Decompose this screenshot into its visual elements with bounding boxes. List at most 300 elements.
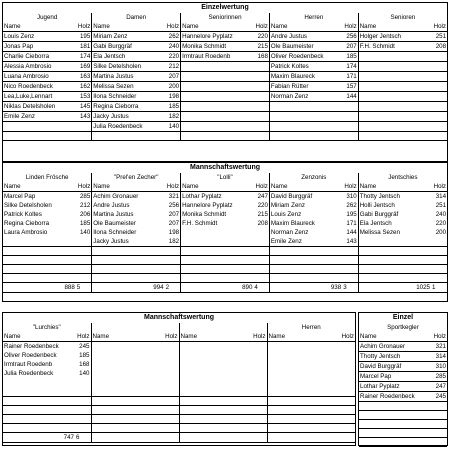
column-header-name: Name bbox=[3, 332, 75, 342]
player-score: 245 bbox=[429, 392, 447, 402]
column-header-name: Name bbox=[179, 332, 251, 342]
empty-cell bbox=[91, 432, 163, 442]
mannschaftswertung-title: Mannschaftswertung bbox=[189, 164, 260, 171]
table-row bbox=[3, 42, 447, 52]
player-name bbox=[3, 122, 76, 132]
player-score: 200 bbox=[435, 229, 447, 236]
player-score bbox=[342, 102, 358, 112]
player-name: Nico Roedenbeck bbox=[3, 82, 76, 92]
column-header-name: Name bbox=[359, 332, 429, 342]
player-score: 256 bbox=[168, 202, 180, 209]
player-score: 247 bbox=[257, 193, 268, 200]
player-name: Alessia Ambrosio bbox=[3, 62, 76, 72]
player-name: Holli Jentsch bbox=[358, 201, 431, 210]
player-name bbox=[358, 62, 431, 72]
player-score: 185 bbox=[342, 52, 358, 62]
empty-cell bbox=[181, 265, 254, 274]
player-name: Martina Justus bbox=[92, 72, 165, 82]
table-row bbox=[3, 228, 447, 237]
player-score: 220 bbox=[165, 52, 181, 62]
empty-cell bbox=[251, 432, 267, 442]
empty-cell bbox=[76, 265, 92, 274]
category-label: Senioren bbox=[358, 13, 447, 22]
empty-cell bbox=[165, 274, 181, 283]
empty-cell bbox=[429, 420, 447, 429]
player-score: 162 bbox=[76, 82, 92, 92]
empty-cell bbox=[91, 405, 163, 414]
player-name bbox=[181, 72, 254, 82]
empty-cell bbox=[75, 378, 91, 387]
empty-cell bbox=[3, 132, 76, 141]
empty-cell bbox=[91, 360, 163, 369]
empty-cell bbox=[339, 360, 355, 369]
player-score: 182 bbox=[165, 237, 181, 247]
empty-cell bbox=[91, 351, 163, 360]
player-name: Oliver Roedenbeck bbox=[269, 52, 342, 62]
column-header-name: Name bbox=[358, 182, 431, 192]
player-score: 198 bbox=[168, 229, 180, 236]
empty-cell bbox=[251, 423, 267, 432]
table-row bbox=[359, 382, 447, 392]
empty-cell bbox=[3, 423, 75, 432]
player-name bbox=[181, 237, 254, 247]
empty-cell bbox=[253, 247, 269, 256]
player-score: 207 bbox=[165, 72, 181, 82]
player-name: Emile Zenz bbox=[3, 112, 76, 122]
table-row bbox=[3, 32, 447, 42]
empty-cell bbox=[3, 387, 75, 396]
team-name: "Lolli" bbox=[181, 173, 270, 182]
player-name: Emile Zenz bbox=[269, 237, 342, 247]
player-score: 182 bbox=[165, 112, 181, 122]
player-score: 168 bbox=[253, 52, 269, 62]
player-name: Laura Ambrosio bbox=[4, 229, 48, 236]
player-name bbox=[358, 92, 431, 102]
empty-cell bbox=[179, 414, 251, 423]
team-total-holz: 888 bbox=[3, 283, 76, 293]
player-name: Marcel Pap bbox=[359, 372, 429, 382]
player-name bbox=[269, 102, 342, 112]
empty-cell bbox=[76, 256, 92, 265]
table-row bbox=[3, 62, 447, 72]
empty-cell bbox=[358, 132, 431, 141]
player-score bbox=[253, 228, 269, 237]
empty-cell bbox=[91, 369, 163, 378]
player-name: Miriam Zenz bbox=[269, 201, 342, 210]
player-name: Andre Justus bbox=[92, 201, 165, 210]
player-name bbox=[3, 237, 76, 247]
column-header-holz: Holz bbox=[253, 182, 269, 192]
empty-cell bbox=[267, 369, 339, 378]
empty-cell bbox=[92, 265, 165, 274]
player-name: Ela Jentsch bbox=[358, 219, 431, 228]
empty-cell bbox=[269, 247, 342, 256]
column-header-holz: Holz bbox=[342, 22, 358, 32]
sportkegler-subtitle: Sportkegler bbox=[387, 324, 419, 331]
player-score: 185 bbox=[79, 220, 91, 227]
player-name: Niklas Detelsholen bbox=[3, 102, 76, 112]
empty-cell bbox=[342, 256, 358, 265]
player-name bbox=[358, 72, 431, 82]
table-row bbox=[3, 82, 447, 92]
team-name bbox=[179, 323, 267, 332]
mannschaftswertung-2-table bbox=[3, 323, 355, 443]
player-score: 168 bbox=[79, 361, 90, 368]
empty-cell bbox=[163, 342, 179, 352]
table-row bbox=[3, 192, 447, 202]
table-row bbox=[3, 351, 355, 360]
empty-cell bbox=[3, 378, 75, 387]
empty-cell bbox=[76, 247, 92, 256]
empty-cell bbox=[342, 274, 358, 283]
team-name: "Prel'en Zecher" bbox=[92, 173, 181, 182]
player-score: 171 bbox=[342, 72, 358, 82]
player-name: Rainer Roedenbeck bbox=[4, 343, 59, 350]
player-name bbox=[269, 122, 342, 132]
player-score: 262 bbox=[165, 32, 181, 42]
mannschaftswertung-2-section bbox=[2, 312, 356, 446]
empty-cell bbox=[163, 396, 179, 405]
player-name: Ole Baumeister bbox=[269, 42, 342, 52]
player-score bbox=[431, 82, 447, 92]
player-score: 215 bbox=[257, 211, 268, 218]
column-header-holz: Holz bbox=[163, 332, 179, 342]
player-name: Fabian Rütter bbox=[269, 82, 342, 92]
player-score: 285 bbox=[79, 193, 91, 200]
player-score bbox=[253, 92, 269, 102]
empty-cell bbox=[75, 396, 91, 405]
player-name: Holger Jentsch bbox=[358, 32, 431, 42]
empty-cell bbox=[163, 369, 179, 378]
empty-cell bbox=[253, 274, 269, 283]
player-name: Thotty Jentsch bbox=[359, 352, 429, 362]
empty-cell bbox=[179, 360, 251, 369]
empty-cell bbox=[75, 387, 91, 396]
player-score bbox=[253, 82, 269, 92]
empty-cell bbox=[251, 396, 267, 405]
table-row bbox=[359, 362, 447, 372]
empty-cell bbox=[342, 265, 358, 274]
table-row bbox=[359, 392, 447, 402]
player-score: 208 bbox=[431, 42, 447, 52]
empty-cell bbox=[165, 256, 181, 265]
empty-cell bbox=[339, 396, 355, 405]
player-score: 144 bbox=[342, 92, 358, 102]
empty-cell bbox=[92, 247, 165, 256]
player-name: Ilona Schneider bbox=[92, 92, 165, 102]
empty-cell bbox=[339, 378, 355, 387]
column-header-holz: Holz bbox=[431, 182, 447, 192]
column-header-holz: Holz bbox=[339, 332, 355, 342]
player-name: Norman Zenz bbox=[269, 228, 342, 237]
empty-cell bbox=[251, 360, 267, 369]
player-name: F.H. Schmidt bbox=[358, 42, 431, 52]
empty-cell bbox=[431, 256, 447, 265]
team-rank: 4 bbox=[253, 283, 269, 293]
player-score: 245 bbox=[79, 343, 90, 350]
player-name: Achim Gronauer bbox=[359, 342, 429, 352]
player-name bbox=[269, 112, 342, 122]
empty-cell bbox=[339, 342, 355, 352]
player-name: David Burggräf bbox=[269, 192, 342, 202]
empty-cell bbox=[165, 265, 181, 274]
table-row bbox=[359, 352, 447, 362]
player-score bbox=[431, 112, 447, 122]
player-score: 171 bbox=[346, 220, 357, 227]
empty-cell bbox=[163, 351, 179, 360]
player-name: Louis Zenz bbox=[269, 210, 342, 219]
einzelwertung-table bbox=[3, 13, 447, 141]
player-score: 200 bbox=[165, 82, 181, 92]
empty-cell bbox=[163, 432, 179, 442]
table-row bbox=[3, 219, 447, 228]
player-score: 207 bbox=[168, 211, 180, 218]
column-header-holz: Holz bbox=[76, 182, 92, 192]
player-score: 208 bbox=[257, 220, 268, 227]
team-total-holz: 1025 bbox=[358, 283, 431, 293]
empty-cell bbox=[91, 414, 163, 423]
player-name bbox=[358, 52, 431, 62]
empty-cell bbox=[339, 405, 355, 414]
team-name: Zenzonis bbox=[269, 173, 358, 182]
player-score: 174 bbox=[76, 52, 92, 62]
player-score: 195 bbox=[346, 211, 357, 218]
player-name: Regina Cieborra bbox=[92, 102, 165, 112]
player-name bbox=[181, 112, 254, 122]
category-label: Seniorinnen bbox=[181, 13, 270, 22]
player-name: Patrick Koltes bbox=[4, 211, 42, 218]
empty-cell bbox=[179, 396, 251, 405]
player-name bbox=[181, 122, 254, 132]
team-total-holz: 890 bbox=[181, 283, 254, 293]
player-name: Melissa Sezen bbox=[358, 228, 431, 237]
player-score bbox=[76, 122, 92, 132]
column-header-holz: Holz bbox=[75, 332, 91, 342]
empty-cell bbox=[339, 369, 355, 378]
empty-cell bbox=[267, 432, 339, 442]
category-label: Jugend bbox=[36, 14, 58, 21]
empty-cell bbox=[358, 274, 431, 283]
player-score: 169 bbox=[76, 62, 92, 72]
empty-cell bbox=[163, 423, 179, 432]
player-score bbox=[431, 92, 447, 102]
column-header-holz: Holz bbox=[253, 22, 269, 32]
empty-cell bbox=[3, 256, 76, 265]
empty-cell bbox=[429, 402, 447, 411]
empty-cell bbox=[267, 423, 339, 432]
player-name: Julia Roedenbeck bbox=[4, 370, 54, 377]
empty-cell bbox=[431, 274, 447, 283]
player-score bbox=[76, 237, 92, 247]
table-row bbox=[3, 342, 355, 352]
empty-cell bbox=[251, 342, 267, 352]
empty-cell bbox=[165, 132, 181, 141]
empty-cell bbox=[358, 265, 431, 274]
empty-cell bbox=[269, 132, 342, 141]
mannschaftswertung-table bbox=[3, 173, 447, 293]
empty-cell bbox=[339, 387, 355, 396]
empty-cell bbox=[3, 396, 75, 405]
player-score bbox=[431, 62, 447, 72]
player-score: 285 bbox=[429, 372, 447, 382]
player-score bbox=[342, 112, 358, 122]
player-name: Maxim Blaureck bbox=[269, 219, 342, 228]
column-header-holz: Holz bbox=[429, 332, 447, 342]
empty-cell bbox=[179, 423, 251, 432]
empty-cell bbox=[92, 256, 165, 265]
empty-cell bbox=[339, 432, 355, 442]
player-score: 321 bbox=[429, 342, 447, 352]
player-score: 143 bbox=[342, 237, 358, 247]
category-label: Herren bbox=[269, 13, 358, 22]
table-row bbox=[3, 369, 355, 378]
column-header-name: Name bbox=[358, 22, 431, 32]
team-rank: 5 bbox=[76, 283, 92, 293]
player-score: 215 bbox=[253, 42, 269, 52]
empty-cell bbox=[267, 360, 339, 369]
empty-cell bbox=[251, 351, 267, 360]
empty-cell bbox=[163, 387, 179, 396]
empty-cell bbox=[339, 351, 355, 360]
empty-cell bbox=[163, 414, 179, 423]
player-name bbox=[358, 112, 431, 122]
player-name: Maxim Blaureck bbox=[269, 72, 342, 82]
column-header-name: Name bbox=[181, 22, 254, 32]
column-header-name: Name bbox=[3, 22, 76, 32]
player-score: 251 bbox=[431, 32, 447, 42]
team-name: Linden Frösche bbox=[25, 174, 69, 181]
player-score: 206 bbox=[79, 211, 91, 218]
player-name: Oliver Roedenbeck bbox=[4, 352, 57, 359]
column-header-name: Name bbox=[92, 22, 165, 32]
player-score bbox=[431, 102, 447, 112]
player-name: F.H. Schmidt bbox=[181, 219, 254, 228]
player-score: 251 bbox=[435, 202, 447, 209]
player-score: 181 bbox=[76, 42, 92, 52]
empty-cell bbox=[253, 265, 269, 274]
player-score: 262 bbox=[346, 202, 357, 209]
column-header-name: Name bbox=[269, 22, 342, 32]
player-score: 185 bbox=[79, 352, 90, 359]
player-score: 240 bbox=[435, 211, 447, 218]
player-name: Rainer Roedenbeck bbox=[359, 392, 429, 402]
empty-cell bbox=[251, 405, 267, 414]
empty-cell bbox=[339, 414, 355, 423]
player-name: Patrick Koltes bbox=[269, 62, 342, 72]
empty-cell bbox=[91, 342, 163, 352]
column-header-name: Name bbox=[181, 182, 254, 192]
player-name: Jacky Justus bbox=[92, 112, 165, 122]
player-score bbox=[253, 102, 269, 112]
player-name: Jonas Pap bbox=[3, 42, 76, 52]
empty-cell bbox=[165, 247, 181, 256]
player-score: 310 bbox=[346, 193, 357, 200]
empty-cell bbox=[179, 432, 251, 442]
player-name bbox=[181, 92, 254, 102]
player-score: 212 bbox=[79, 202, 91, 209]
empty-cell bbox=[163, 378, 179, 387]
player-score: 314 bbox=[435, 193, 447, 200]
column-header-name: Name bbox=[92, 182, 165, 192]
empty-cell bbox=[163, 360, 179, 369]
empty-cell bbox=[267, 351, 339, 360]
player-name: Lea,Luke,Lennart bbox=[3, 92, 76, 102]
table-row bbox=[3, 122, 447, 132]
empty-cell bbox=[359, 429, 429, 438]
team-total-holz: 938 bbox=[269, 283, 342, 293]
player-score bbox=[253, 112, 269, 122]
empty-cell bbox=[359, 438, 429, 447]
player-name: Miriam Zenz bbox=[92, 32, 165, 42]
empty-cell bbox=[75, 423, 91, 432]
team-name bbox=[91, 323, 179, 332]
empty-cell bbox=[253, 256, 269, 265]
table-row bbox=[3, 72, 447, 82]
table-row bbox=[3, 112, 447, 122]
empty-cell bbox=[358, 256, 431, 265]
player-name: Hannelore Pyplatz bbox=[181, 32, 254, 42]
empty-cell bbox=[91, 396, 163, 405]
player-score: 163 bbox=[76, 72, 92, 82]
player-score: 321 bbox=[168, 193, 180, 200]
table-row bbox=[3, 360, 355, 369]
player-score: 140 bbox=[165, 122, 181, 132]
column-header-name: Name bbox=[3, 182, 76, 192]
empty-cell bbox=[267, 405, 339, 414]
table-row bbox=[359, 372, 447, 382]
empty-cell bbox=[253, 132, 269, 141]
player-score: 144 bbox=[346, 229, 357, 236]
empty-cell bbox=[251, 378, 267, 387]
table-row bbox=[359, 342, 447, 352]
empty-cell bbox=[359, 411, 429, 420]
player-name: Gabi Burggräf bbox=[92, 42, 165, 52]
player-score bbox=[342, 122, 358, 132]
team-name: Jentschies bbox=[358, 173, 447, 182]
player-name bbox=[181, 82, 254, 92]
player-score bbox=[431, 52, 447, 62]
column-header-holz: Holz bbox=[431, 22, 447, 32]
player-name: Louis Zenz bbox=[3, 32, 76, 42]
empty-cell bbox=[339, 423, 355, 432]
player-score bbox=[431, 72, 447, 82]
empty-cell bbox=[179, 387, 251, 396]
empty-cell bbox=[3, 265, 76, 274]
player-score: 207 bbox=[342, 42, 358, 52]
empty-cell bbox=[91, 423, 163, 432]
empty-cell bbox=[91, 387, 163, 396]
player-name: Gabi Burggräf bbox=[358, 210, 431, 219]
player-name: Lothar Pyplatz bbox=[359, 382, 429, 392]
player-score: 140 bbox=[79, 370, 90, 377]
team-total-holz: 747 bbox=[3, 432, 75, 442]
table-row bbox=[3, 237, 447, 247]
team-rank: 6 bbox=[75, 432, 91, 442]
empty-cell bbox=[429, 429, 447, 438]
player-name bbox=[358, 122, 431, 132]
player-name: Marcel Pap bbox=[4, 193, 36, 200]
empty-cell bbox=[251, 387, 267, 396]
empty-cell bbox=[76, 132, 92, 141]
empty-cell bbox=[431, 247, 447, 256]
player-name bbox=[181, 62, 254, 72]
player-score bbox=[431, 237, 447, 247]
player-score: 220 bbox=[257, 202, 268, 209]
empty-cell bbox=[181, 256, 254, 265]
empty-cell bbox=[179, 405, 251, 414]
player-name: Monika Schmidt bbox=[181, 42, 254, 52]
empty-cell bbox=[431, 265, 447, 274]
